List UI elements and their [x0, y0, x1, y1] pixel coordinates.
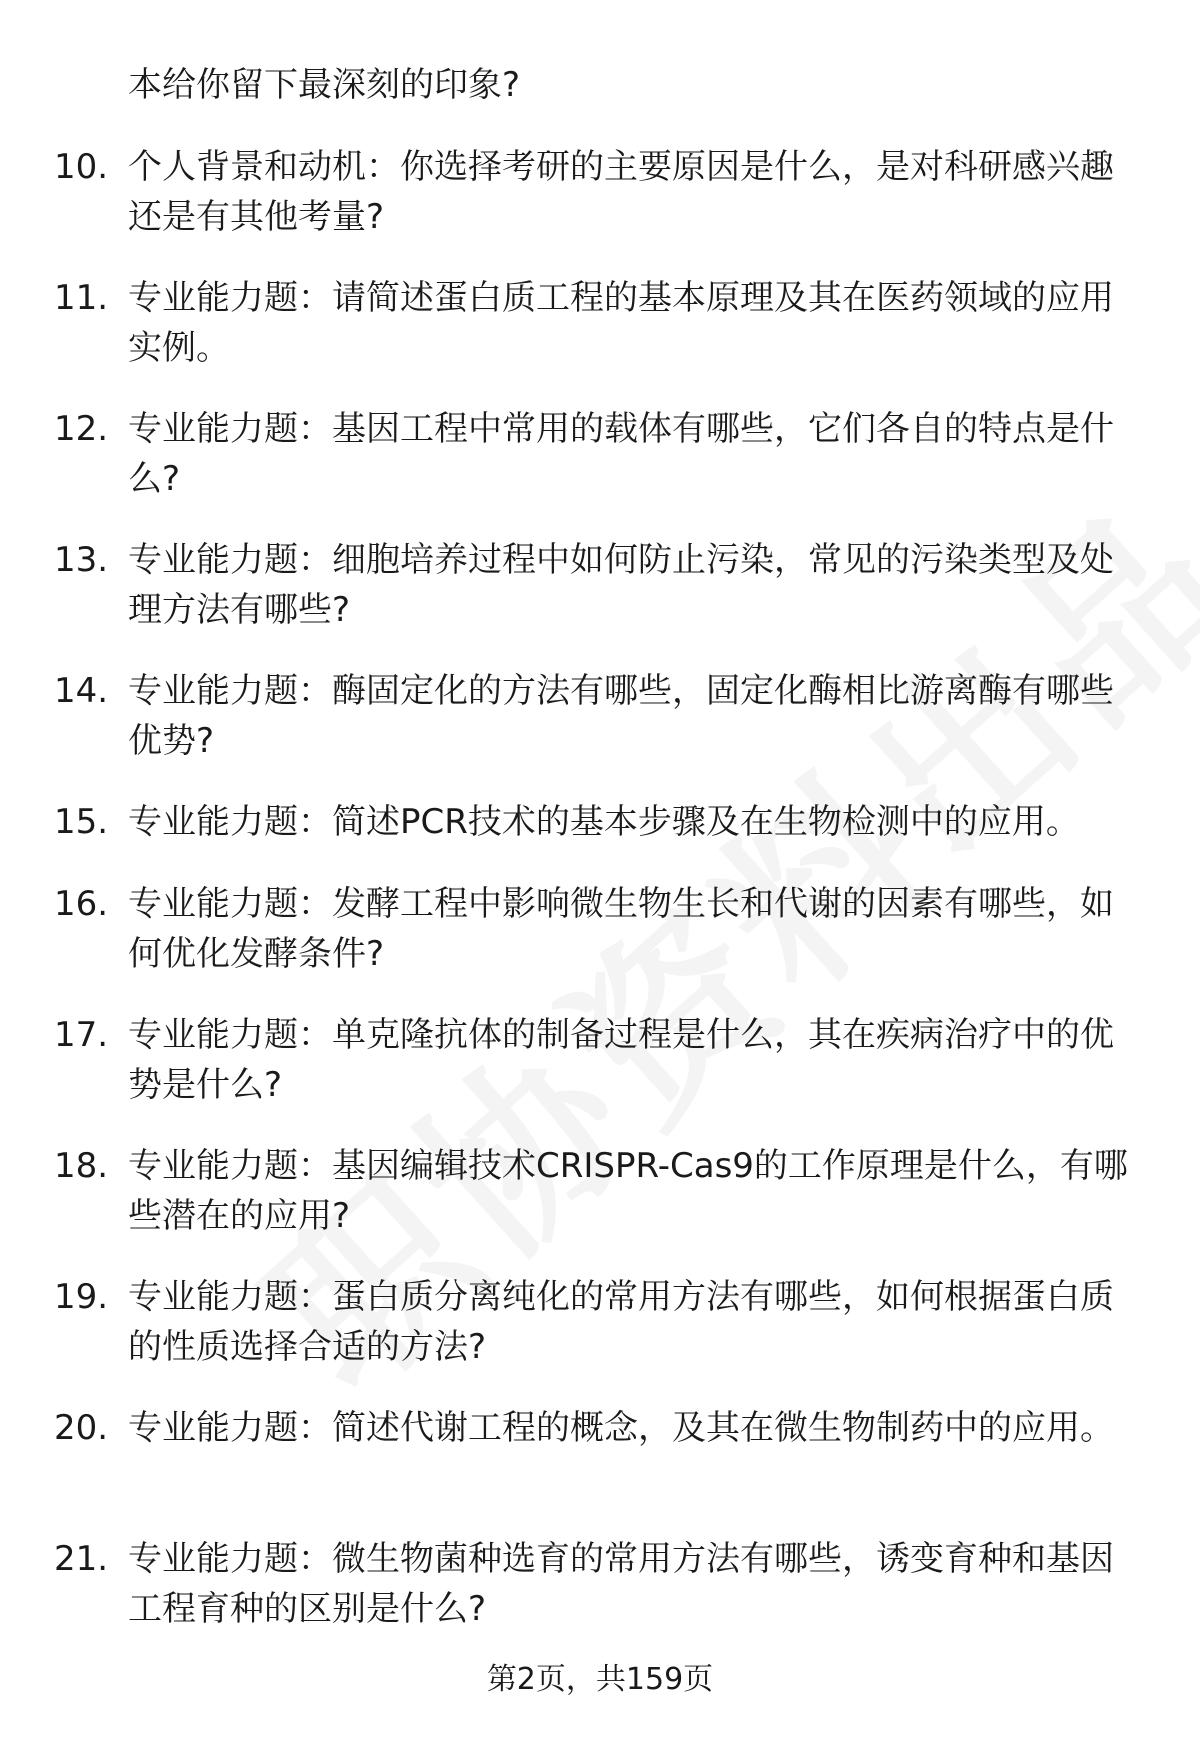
list-item [0, 1403, 1200, 1534]
list-item [0, 273, 1200, 404]
list-item [0, 404, 1200, 535]
question-number: 15. [54, 802, 109, 842]
question-number: 12. [54, 409, 109, 449]
question-number: 10. [54, 147, 109, 187]
question-text: 专业能力题：细胞培养过程中如何防止污染，常见的污染类型及处理方法有哪些? [128, 540, 1114, 630]
question-number: 18. [54, 1146, 109, 1186]
question-number: 14. [54, 671, 109, 711]
list-item [0, 1534, 1200, 1665]
question-text: 个人背景和动机：你选择考研的主要原因是什么，是对科研感兴趣还是有其他考量? [128, 147, 1114, 237]
page-footer: 第2页，共159页 [486, 1662, 714, 1697]
question-text: 专业能力题：发酵工程中影响微生物生长和代谢的因素有哪些，如何优化发酵条件? [128, 884, 1114, 974]
list-item [0, 535, 1200, 666]
list-item [0, 797, 1200, 879]
question-text: 专业能力题：简述代谢工程的概念，及其在微生物制药中的应用。 [128, 1408, 1114, 1448]
question-text: 专业能力题：蛋白质分离纯化的常用方法有哪些，如何根据蛋白质的性质选择合适的方法? [128, 1277, 1114, 1367]
question-number: 16. [54, 884, 109, 924]
question-number: 20. [54, 1408, 109, 1448]
list-item [0, 879, 1200, 1010]
question-number: 13. [54, 540, 109, 580]
continuation-text: 本给你留下最深刻的印象? [128, 65, 521, 105]
question-text: 专业能力题：微生物菌种选育的常用方法有哪些，诱变育种和基因工程育种的区别是什么? [128, 1539, 1114, 1629]
question-number: 11. [54, 278, 109, 318]
question-number: 19. [54, 1277, 109, 1317]
question-text: 专业能力题：请简述蛋白质工程的基本原理及其在医药领域的应用实例。 [128, 278, 1114, 368]
list-item [0, 1010, 1200, 1141]
question-list [0, 142, 1200, 1665]
list-item [0, 142, 1200, 273]
question-number: 21. [54, 1539, 109, 1579]
list-item [0, 1141, 1200, 1272]
list-item [0, 1272, 1200, 1403]
question-text: 专业能力题：基因编辑技术CRISPR-Cas9的工作原理是什么，有哪些潜在的应用? [128, 1146, 1128, 1236]
list-item [0, 666, 1200, 797]
question-text: 专业能力题：酶固定化的方法有哪些，固定化酶相比游离酶有哪些优势? [128, 671, 1114, 761]
question-text: 专业能力题：简述PCR技术的基本步骤及在生物检测中的应用。 [128, 802, 1080, 842]
question-number: 17. [54, 1015, 109, 1055]
question-text: 专业能力题：单克隆抗体的制备过程是什么，其在疾病治疗中的优势是什么? [128, 1015, 1114, 1105]
question-text: 专业能力题：基因工程中常用的载体有哪些，它们各自的特点是什么? [128, 409, 1114, 499]
